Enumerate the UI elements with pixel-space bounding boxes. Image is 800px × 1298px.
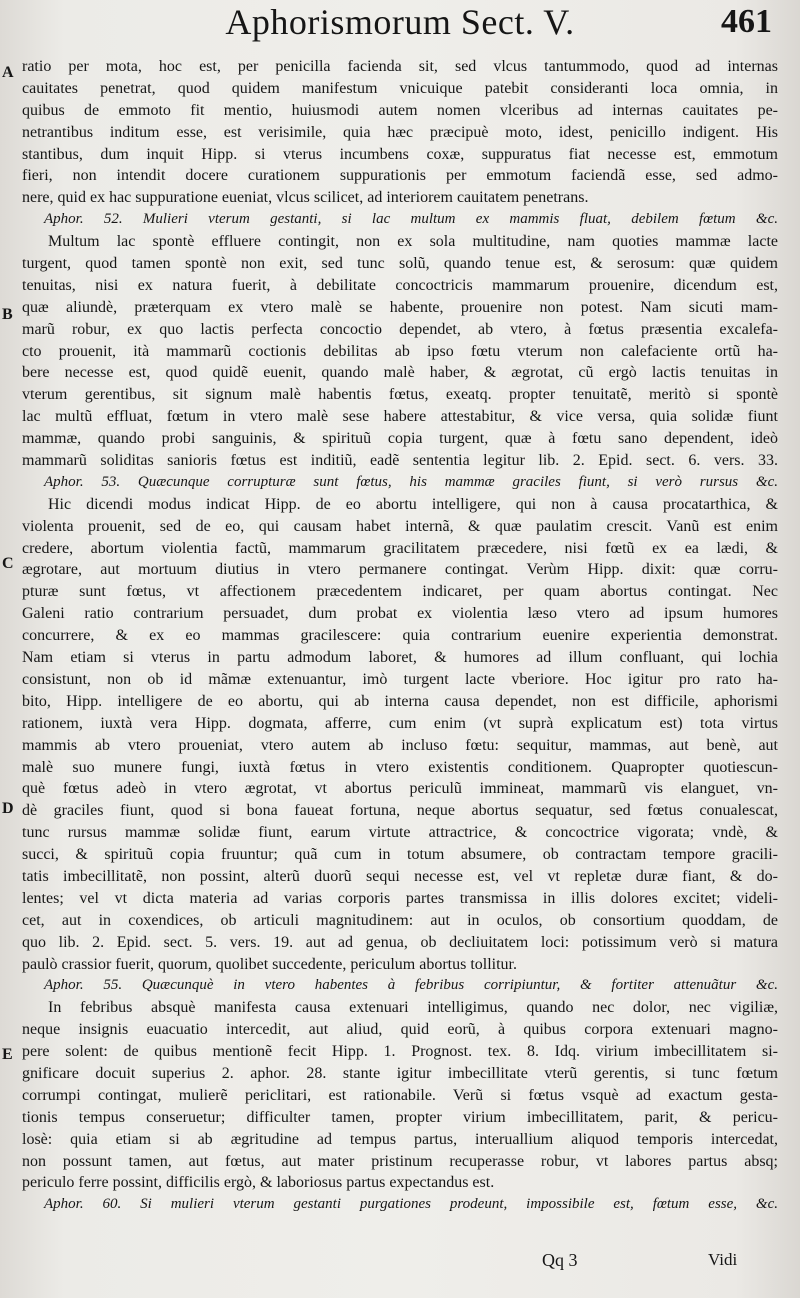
text-line: neque insignis euacuatio intercedit, aut aliud, quid eorũ, à quibus corpora extenuari magno- [22, 1021, 778, 1039]
text-line: Hic dicendi modus indicat Hipp. de eo abortu intelligere, qui non à causa procatarthica, & [48, 495, 778, 513]
text-line: consistunt, non ob id mãmæ extenuantur, imò turgent lacte vberiore. Hoc igitur pro rato ha- [22, 670, 778, 688]
catchword: Vidi [708, 1250, 738, 1269]
text-line: pere solent: de quibus mentionẽ fecit Hipp. 1. Prognost. tex. 8. Idq. virium imbecillitatem si- [22, 1043, 778, 1061]
text-line: Multum lac spontè effluere contingit, non ex sola multitudine, nam quoties mammæ lacte [48, 233, 778, 251]
text-line: netrantibus inditum esse, est verisimile, quia hæc præcipuè moto, idest, penicillo indigent. His [22, 123, 778, 141]
text-body [22, 56, 778, 1216]
text-line: lentes; vel vt dicta materia ad varias corporis partes transmissa in illis dolores excitet; videli- [22, 889, 778, 907]
text-line: tenuitas, nisi ex natura fuerit, à debilitate concoctricis mammarum prouenire, dicendum est, [22, 276, 778, 294]
text-line: tunc rursus mammæ solidæ fiunt, earum virtute attractrice, & concoctrice vigorata; vndè, & [22, 824, 778, 842]
text-line: cet, aut in coxendices, ob articuli magnitudinem: aut in oculos, ob consortium quoddam, de [22, 911, 778, 929]
text-line: què fœtus adeò in vtero ægrotat, vt abortus periculũ immineat, mammarũ vis elanguet, vn- [22, 780, 778, 798]
text-line: marũ robur, ex quo lactis perfecta concoctio dependet, ab vtero, à fœtus præsentia excalefa- [22, 320, 778, 338]
margin-letter-e: E [2, 1046, 13, 1063]
text-line: bere necesse est, quod quidẽ euenit, quando malè haber, & ægrotat, cũ ergò lactis tenuitas in [22, 364, 778, 382]
text-line: succi, & spirituũ copia fruuntur; quã cum in totum absumere, ob contractam tempore gracili- [22, 846, 778, 864]
text-line: Galeni ratio contrarium persuadet, dum probat ex violentia læso vtero ad ipsum humores [22, 605, 778, 623]
text-line: dè graciles fiunt, quod si bona faueat fortuna, neque abortus sequatur, sed fœtus conualescat, [22, 802, 778, 820]
running-title: Aphorismorum Sect. V. [225, 2, 575, 42]
text-line: ægrotare, aut mortuum diutius in vtero permanere contingat. Verùm Hipp. dixit: quæ corru- [22, 561, 778, 579]
text-line: credere, abortum violentia factũ, mammarum gracilitatem præcedere, nisi fœtũ ex ea lædi, & [22, 539, 778, 557]
text-line: vterum gerentibus, sit signum malè habentis fœtus, exeatq. propter tenuitatẽ, meritò si spontè [22, 386, 778, 404]
text-line: corrumpi contingat, mulierẽ periclitari, est rationabile. Verũ si fœtus vsquè ad exactum gesta- [22, 1086, 778, 1104]
aphorism-heading: Aphor. 53. Quæcunque corrupturæ sunt fœtus, his mammæ graciles fiunt, si verò rursus &c. [44, 473, 778, 490]
text-line: ratio per mota, hoc est, per penicilla facienda sit, sed vlcus tantummodo, quod ad internas [22, 58, 778, 75]
margin-letter-d: D [2, 800, 14, 817]
text-line: losè: quia etiam si ab ægritudine ad tempus partus, interuallium aliquod temporis intercedat, [22, 1130, 778, 1148]
text-line: quibus de emmoto fit mentio, huiusmodi autem nomen vlceribus ad internas cauitates pe- [22, 101, 778, 119]
text-line: quæ aliundè, præterquam ex vtero malè se habente, prouenire non potest. Nam sicuti mam- [22, 298, 778, 316]
text-line: cauitates penetrat, quod quidem manifestum vnicuique patebit consideranti loca omnia, in [22, 79, 778, 97]
text-line: periculo ferre possint, difficilis ergò, & laboriosus partus expectandus est. [22, 1174, 495, 1192]
aphorism-heading: Aphor. 55. Quæcunquè in vtero habentes à febribus corripiuntur, & fortiter attenuãtur &c. [44, 977, 778, 994]
text-line: violenta prouenit, sed de eo, qui causam habet internã, & quæ paulatim crescit. Vanũ est enim [22, 517, 778, 535]
text-line: Nam etiam si vterus in partu admodum laboret, & humores ad illum confluant, qui lochia [22, 649, 778, 667]
text-line: mammæ, quando probi sanguinis, & spirituũ copia turgent, quæ à fœtu sano dependent, ideò [22, 430, 778, 448]
text-line: tatis imbecillitatẽ, non possint, alterũ duorũ sequi necesse est, vel vt repletæ duræ fiant, & do- [22, 867, 778, 885]
text-line: malè suo munere fungi, iuxtà fœtus in vtero existentis conditionem. Quapropter quotiescun- [22, 758, 778, 776]
text-line: non possunt tamen, aut fœtus, aut mater pristinum recuperasse robur, vt labores partus absq; [22, 1152, 778, 1170]
text-line: lac multũ effluat, fœtum in vtero malè sese habere attestabitur, & vice versa, quia solidæ fiunt [22, 408, 778, 426]
page-number: 461 [721, 3, 772, 40]
text-line: mammarũ soliditas sanioris fœtus est inditiũ, eadẽ sententia legitur lib. 2. Epid. sect. 6. vers. 33. [22, 452, 778, 470]
text-line: tionis tempus conseruetur; difficulter tamen, propter virium imbecillitatem, parit, & pericu- [22, 1108, 778, 1126]
text-line: pturæ sunt fœtus, vt affectionem præcedentem indicaret, per quam abortus contingat. Nec [22, 583, 778, 601]
text-line: turgent, quod tamen spontè non exit, sed tunc solũ, quando tenue est, & serosum: quæ quidem [22, 255, 778, 273]
text-line: nere, quid ex hac suppuratione eueniat, vlcus scilicet, ad interiorem cauitatem penetrans. [22, 189, 589, 207]
text-line: cto prouenit, ità mammarũ coctionis debilitas ab ipso fœtu vterum non calefaciente ortũ ha- [22, 342, 778, 360]
text-line: quo lib. 2. Epid. sect. 5. vers. 19. aut ad genua, ob decliuitatem loci: potissimum verò si matura [22, 933, 778, 951]
page-footer [0, 1250, 800, 1274]
margin-letter-c: C [2, 555, 14, 572]
aphorism-heading: Aphor. 52. Mulieri vterum gestanti, si lac multum ex mammis fluat, debilem fœtum &c. [44, 211, 778, 228]
aphorism-heading: Aphor. 60. Si mulieri vterum gestanti purgationes prodeunt, impossibile est, fœtum esse, &c. [44, 1196, 778, 1213]
text-line: fieri, non intendit docere curationem suppurationis per emmotum faciendã esse, sed admo- [22, 167, 778, 185]
margin-letter-b: B [2, 306, 13, 323]
signature-mark: Qq 3 [542, 1250, 578, 1270]
text-line: In febribus absquè manifesta causa extenuari intelligimus, quando nec dolor, nec vigiliæ, [48, 999, 778, 1017]
text-line: mammis ab vtero proueniat, vtero autem ab incluso fœtu: sequitur, mammas, aut benè, aut [22, 736, 778, 754]
margin-letter-a: A [2, 64, 14, 81]
text-line: rationem, iuxtà vera Hipp. dogmata, afferre, cum enim (vt suprà explicatum est) tota virtus [22, 714, 778, 732]
text-line: paulò crassior fuerit, quorum, quolibet succedente, periculum abortus tollitur. [22, 955, 517, 973]
text-line: concurrere, & ex eo mammas gracilescere: quia contrarium euenire experientia demonstrat. [22, 627, 778, 645]
text-line: bito, Hipp. intelligere de eo abortu, qui ab interna causa dependet, non est difficile, aphorismi [22, 692, 778, 710]
text-line: stantibus, dum inquit Hipp. si vterus incumbens coxæ, suppuratus fiat necesse est, emmotum [22, 145, 778, 163]
text-line: gnificare docuit superius 2. aphor. 28. stante igitur imbecillitate vterũ gerentis, si tunc fœtum [22, 1064, 778, 1082]
running-header [0, 0, 800, 44]
